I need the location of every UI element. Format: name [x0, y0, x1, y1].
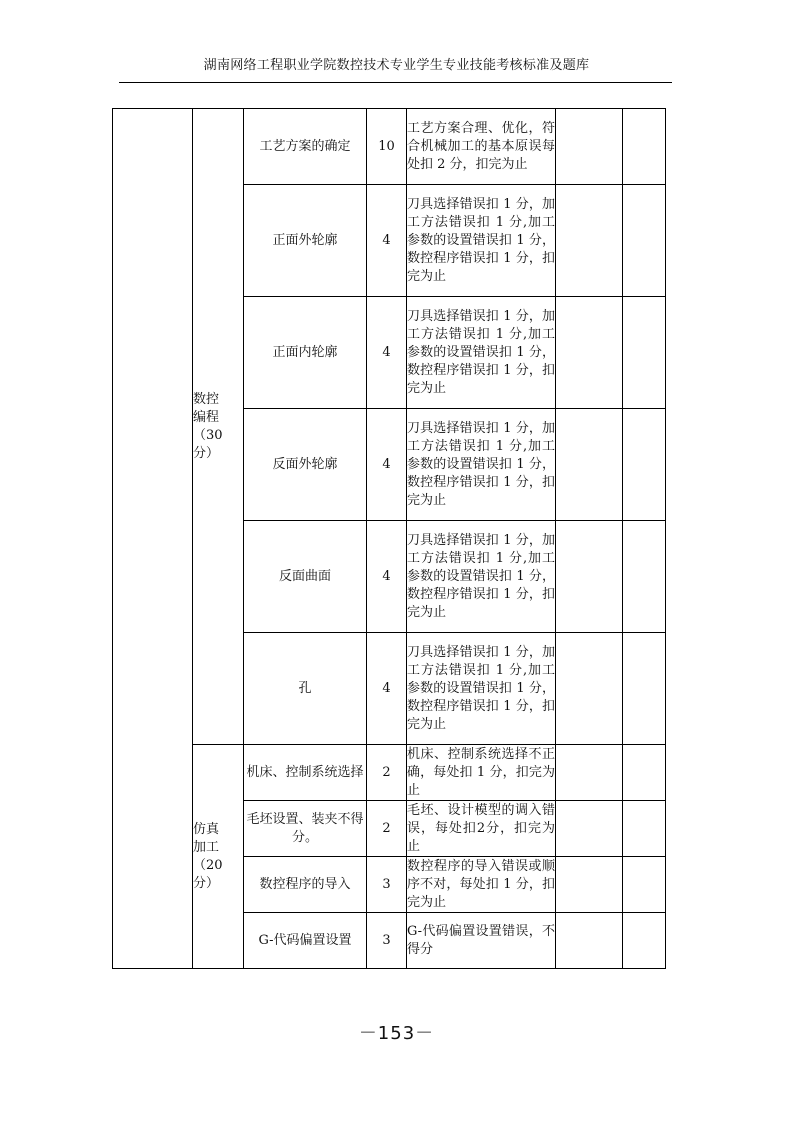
blank-cell-a — [556, 745, 623, 801]
category-cell — [193, 109, 244, 745]
item-criteria-cell: 数控程序的导入错误或顺序不对，每处扣 1 分，扣完为止 — [407, 857, 556, 913]
item-criteria-cell: 刀具选择错误扣 1 分，加工方法错误扣 1 分,加工参数的设置错误扣 1 分，数控程序错误扣 1 分，扣完为止 — [407, 409, 556, 521]
item-name-cell: G-代码偏置设置 — [244, 913, 367, 969]
table-row — [113, 745, 666, 801]
blank-cell-b — [623, 185, 666, 297]
item-score-cell: 2 — [367, 745, 407, 801]
item-name-cell: 反面曲面 — [244, 521, 367, 633]
blank-cell-a — [556, 857, 623, 913]
blank-cell-b — [623, 745, 666, 801]
item-criteria-cell: 毛坯、设计模型的调入错误，每处扣2分，扣完为止 — [407, 801, 556, 857]
scoring-table — [112, 108, 666, 969]
blank-cell-a — [556, 633, 623, 745]
blank-cell-a — [556, 109, 623, 185]
item-name-cell: 孔 — [244, 633, 367, 745]
item-criteria-cell: 刀具选择错误扣 1 分，加工方法错误扣 1 分,加工参数的设置错误扣 1 分，数控程序错误扣 1 分，扣完为止 — [407, 633, 556, 745]
item-score-cell: 4 — [367, 409, 407, 521]
item-name-cell: 机床、控制系统选择 — [244, 745, 367, 801]
blank-cell-b — [623, 857, 666, 913]
blank-cell-a — [556, 185, 623, 297]
blank-cell-b — [623, 913, 666, 969]
item-name-cell: 正面外轮廓 — [244, 185, 367, 297]
blank-cell-b — [623, 109, 666, 185]
blank-cell-b — [623, 297, 666, 409]
item-criteria-cell: 工艺方案合理、优化，符合机械加工的基本原误每处扣 2 分，扣完为止 — [407, 109, 556, 185]
blank-cell-b — [623, 633, 666, 745]
item-score-cell: 3 — [367, 857, 407, 913]
item-score-cell: 4 — [367, 185, 407, 297]
item-criteria-cell: 机床、控制系统选择不正确，每处扣 1 分，扣完为止 — [407, 745, 556, 801]
blank-cell-a — [556, 913, 623, 969]
table-body — [113, 109, 666, 969]
item-name-cell: 正面内轮廓 — [244, 297, 367, 409]
item-name-cell: 毛坯设置、装夹不得分。 — [244, 801, 367, 857]
blank-cell-a — [556, 521, 623, 633]
item-score-cell: 4 — [367, 633, 407, 745]
item-criteria-cell: 刀具选择错误扣 1 分，加工方法错误扣 1 分,加工参数的设置错误扣 1 分，数控程序错误扣 1 分，扣完为止 — [407, 185, 556, 297]
item-score-cell: 2 — [367, 801, 407, 857]
item-name-cell: 反面外轮廓 — [244, 409, 367, 521]
item-criteria-cell: 刀具选择错误扣 1 分，加工方法错误扣 1 分,加工参数的设置错误扣 1 分，数控程序错误扣 1 分，扣完为止 — [407, 521, 556, 633]
blank-cell-b — [623, 409, 666, 521]
item-criteria-cell: G-代码偏置设置错误，不得分 — [407, 913, 556, 969]
blank-cell-a — [556, 297, 623, 409]
item-criteria-cell: 刀具选择错误扣 1 分，加工方法错误扣 1 分,加工参数的设置错误扣 1 分，数控程序错误扣 1 分，扣完为止 — [407, 297, 556, 409]
category-cell — [193, 745, 244, 969]
blank-cell-a — [556, 409, 623, 521]
item-score-cell: 4 — [367, 297, 407, 409]
item-score-cell: 4 — [367, 521, 407, 633]
category-label: 数控 编程 （30 分） — [193, 391, 223, 461]
item-name-cell: 工艺方案的确定 — [244, 109, 367, 185]
header-rule — [119, 82, 672, 83]
item-score-cell: 10 — [367, 109, 407, 185]
blank-cell-a — [556, 801, 623, 857]
item-score-cell: 3 — [367, 913, 407, 969]
blank-cell-b — [623, 801, 666, 857]
item-name-cell: 数控程序的导入 — [244, 857, 367, 913]
page-header-title: 湖南网络工程职业学院数控技术专业学生专业技能考核标准及题库 — [203, 58, 590, 73]
blank-left-cell — [113, 109, 193, 969]
category-label: 仿真 加工 （20 分） — [193, 821, 223, 891]
page-number: －153－ — [358, 1023, 435, 1044]
blank-cell-b — [623, 521, 666, 633]
table-row — [113, 109, 666, 185]
